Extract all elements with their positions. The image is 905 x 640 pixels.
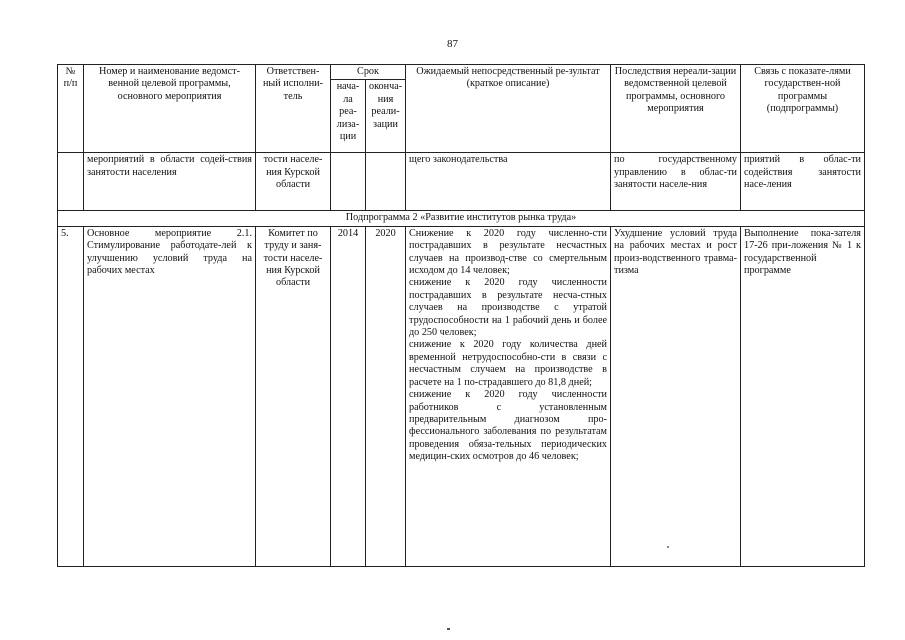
row5-num: 5. xyxy=(58,226,84,566)
header-link: Связь с показате-лями государствен-ной программы (подпрограммы) xyxy=(741,65,865,153)
row5-start: 2014 xyxy=(331,226,366,566)
scan-speck xyxy=(667,546,669,548)
header-result: Ожидаемый непосредственный ре-зультат (краткое описание) xyxy=(406,65,611,153)
cont-start xyxy=(331,153,366,211)
cont-name: мероприятий в области содей-ствия занятости населения xyxy=(84,153,256,211)
header-num: № п/п xyxy=(58,65,84,153)
cont-responsible: тости населе-ния Курской области xyxy=(256,153,331,211)
row5-consequences: Ухудшение условий труда на рабочих местах и рост произ-водственного травма-тизма xyxy=(611,226,741,566)
result-item: Снижение к 2020 году численно-сти пострадавших в результате несчастных случаев на производ-стве со смертельным исходом до 14 человек; xyxy=(409,227,607,277)
cont-result: щего законодательства xyxy=(406,153,611,211)
continuation-row xyxy=(58,153,865,211)
header-name: Номер и наименование ведомст-венной целевой программы, основного мероприятия xyxy=(84,65,256,153)
header-row-1 xyxy=(58,65,865,80)
row5-end: 2020 xyxy=(366,226,406,566)
result-item: снижение к 2020 году численности работников с установленным предварительным диагнозом про-фессионального заболевания по результатам проведения обяза-тельных периодических медицин-ских осмотров до 46 человек; xyxy=(409,389,607,463)
subprogram-row xyxy=(58,211,865,226)
cont-link: приятий в облас-ти содействия занятости насе-ления xyxy=(741,153,865,211)
header-end: оконча-ния реали-зации xyxy=(366,80,406,153)
row5-responsible: Комитет по труду и заня-тости населе-ния Курской области xyxy=(256,226,331,566)
page-number: 87 xyxy=(447,38,458,50)
header-start: нача-ла реа-лиза-ции xyxy=(331,80,366,153)
header-term: Срок xyxy=(331,65,406,80)
subprogram-title: Подпрограмма 2 «Развитие институтов рынка труда» xyxy=(58,211,865,226)
row5-name: Основное мероприятие 2.1. Стимулирование работодате-лей к улучшению условий труда на рабочих местах xyxy=(84,226,256,566)
program-table xyxy=(57,64,865,567)
table-row xyxy=(58,226,865,566)
scan-mark xyxy=(447,628,450,630)
cont-end xyxy=(366,153,406,211)
row5-link: Выполнение пока-зателя 17-26 при-ложения № 1 к государственной программе xyxy=(741,226,865,566)
row5-result xyxy=(406,226,611,566)
result-item: снижение к 2020 году численности пострадавших в результате несча-стных случаев на производстве с утратой трудоспособности на 1 рабочий день и более до 250 человек; xyxy=(409,277,607,339)
header-responsible: Ответствен-ный исполни-тель xyxy=(256,65,331,153)
result-item: снижение к 2020 году количества дней временной нетрудоспособно-сти в связи с несчастным случаем на производстве в расчете на 1 по-страдавшего до 81,8 дней; xyxy=(409,339,607,388)
cont-num xyxy=(58,153,84,211)
cont-consequences: по государственному управлению в облас-ти занятости населе-ния xyxy=(611,153,741,211)
header-consequences: Последствия нереали-зации ведомственной целевой программы, основного мероприятия xyxy=(611,65,741,153)
